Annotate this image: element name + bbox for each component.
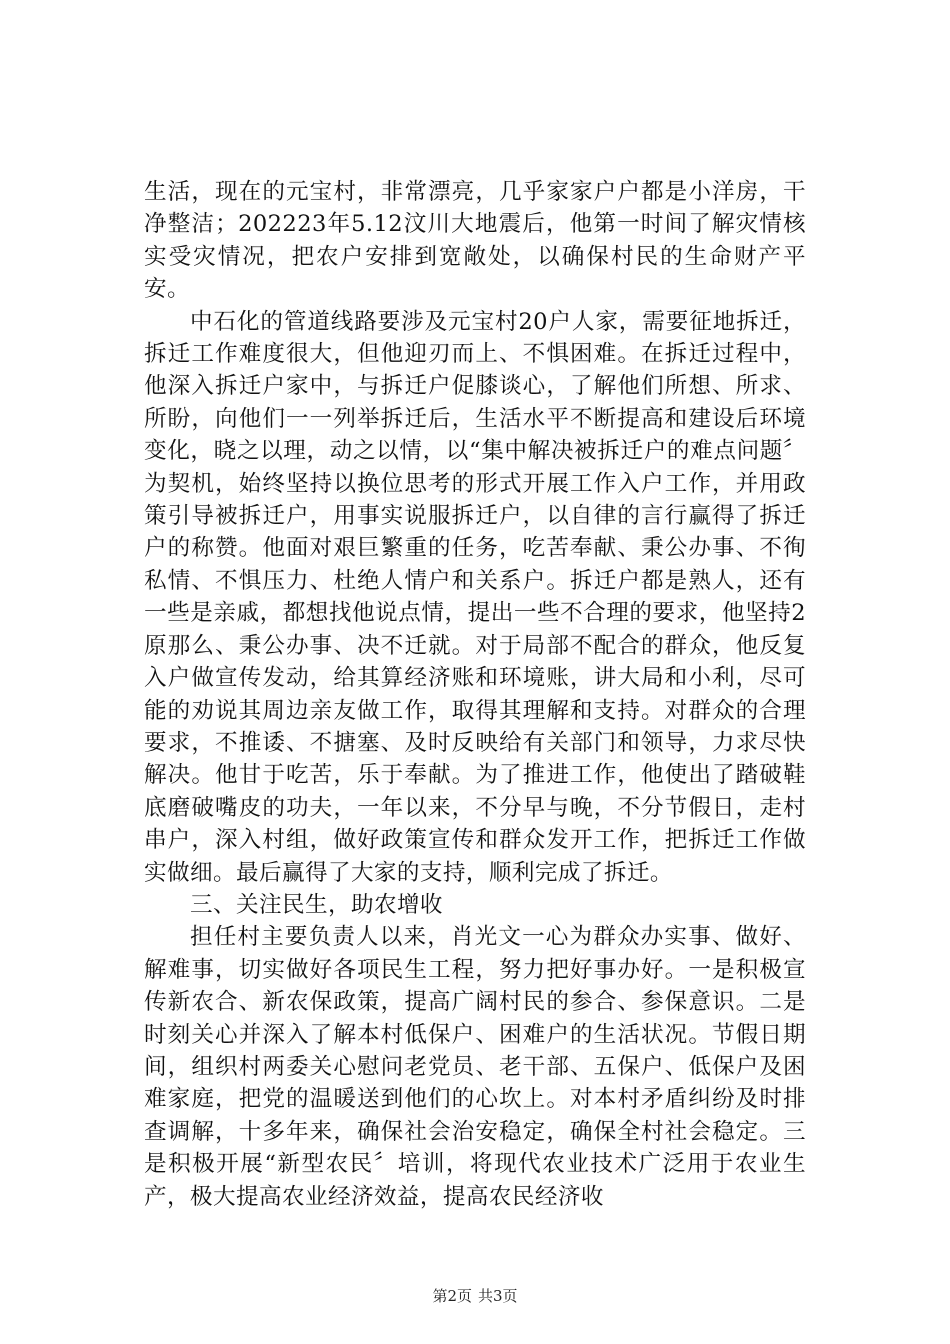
page-number: 第2页	[432, 1287, 472, 1305]
body-text	[144, 176, 806, 1213]
section-heading: 三、关注民生，助农增收	[190, 891, 443, 918]
page-footer	[0, 1286, 950, 1306]
paragraph-continuation: 生活，现在的元宝村，非常漂亮，几乎家家户户都是小洋房，干净整洁；202223年5.12汶川大地震后，他第一时间了解灾情核实受灾情况，把农户安排到宽敞处，以确保村民的生命财产平安。	[144, 179, 806, 303]
paragraph-demolition: 中石化的管道线路要涉及元宝村20户人家，需要征地拆迁，拆迁工作难度很大，但他迎刃而上、不惧困难。在拆迁过程中，他深入拆迁户家中，与拆迁户促膝谈心，了解他们所想、所求、所盼，向他们一一列举拆迁后，生活水平不断提高和建设后环境变化，晓之以理，动之以情，以“集中解决被拆迁户的难点问题〞为契机，始终坚持以换位思考的形式开展工作入户工作，并用政策引导被拆迁户，用事实说服拆迁户，以自律的言行赢得了拆迁户的称赞。他面对艰巨繁重的任务，吃苦奉献、秉公办事、不徇私情、不惧压力、杜绝人情户和关系户。拆迁户都是熟人，还有一些是亲戚，都想找他说点情，提出一些不合理的要求，他坚持2原那么、秉公办事、决不迁就。对于局部不配合的群众，他反复入户做宣传发动，给其算经济账和环境账，讲大局和小利，尽可能的劝说其周边亲友做工作，取得其理解和支持。对群众的合理要求，不推诿、不搪塞、及时反映给有关部门和领导，力求尽快解决。他甘于吃苦，乐于奉献。为了推进工作，他使出了踏破鞋底磨破嘴皮的功夫，一年以来，不分早与晚，不分节假日，走村串户，深入村组，做好政策宣传和群众发开工作，把拆迁工作做实做细。最后赢得了大家的支持，顺利完成了拆迁。	[144, 308, 806, 886]
paragraph-livelihood: 担任村主要负责人以来，肖光文一心为群众办实事、做好、解难事，切实做好各项民生工程，努力把好事办好。一是积极宣传新农合、新农保政策，提高广阔村民的参合、参保意识。二是时刻关心并深入了解本村低保户、困难户的生活状况。节假日期间，组织村两委关心慰问老党员、老干部、五保户、低保户及困难家庭，把党的温暖送到他们的心坎上。对本村矛盾纠纷及时排查调解，十多年来，确保社会治安稳定，确保全村社会稳定。三是积极开展“新型农民〞培训，将现代农业技术广泛用于农业生产，极大提高农业经济效益，提高农民经济收	[144, 924, 806, 1210]
page-total: 共3页	[478, 1287, 518, 1305]
